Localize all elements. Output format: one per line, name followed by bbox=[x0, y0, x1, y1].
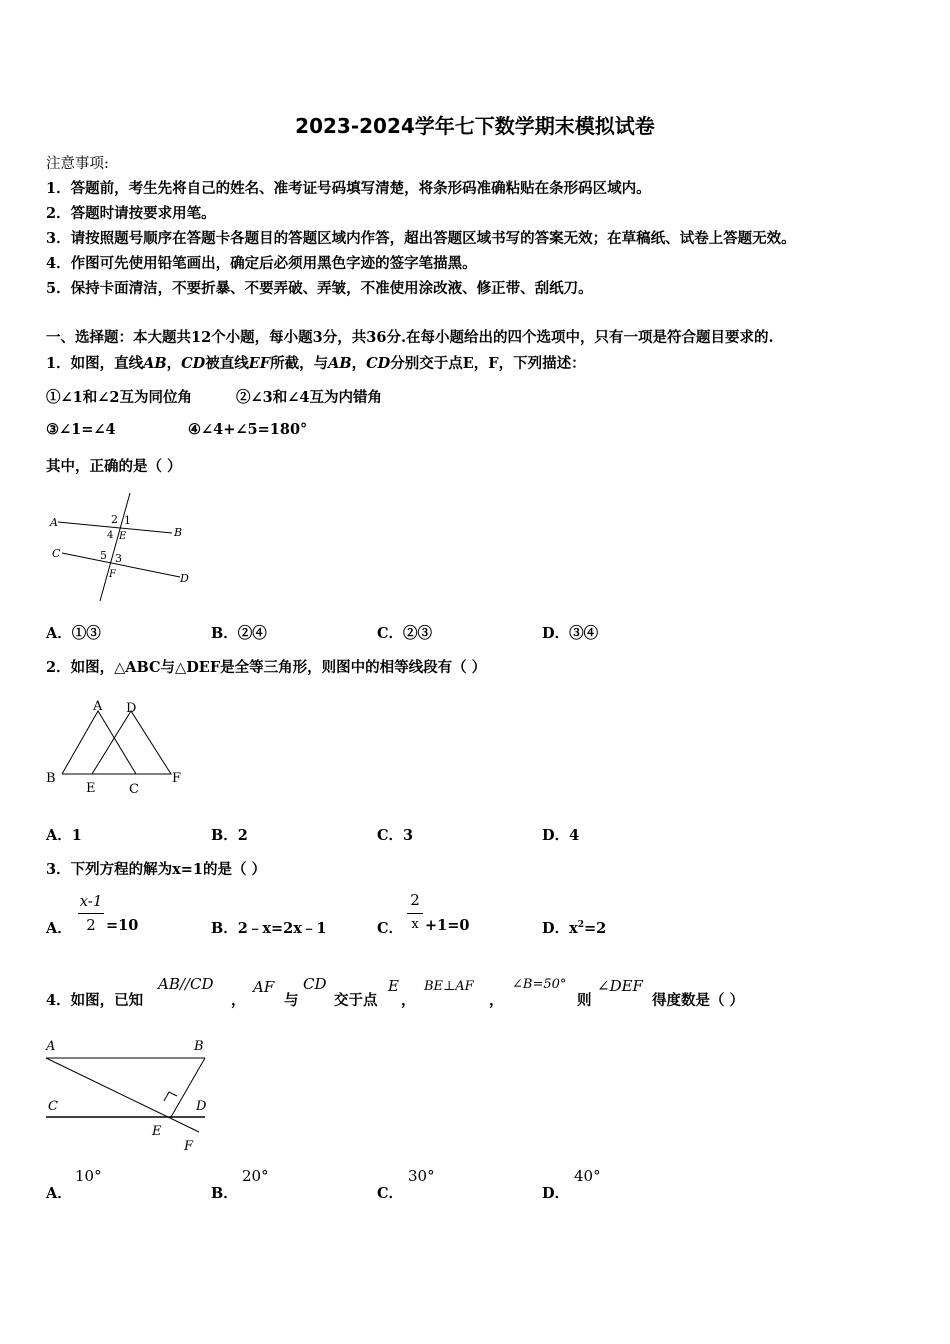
q3-a-fraction-bar bbox=[78, 913, 104, 914]
q3-c-fraction-bar bbox=[407, 913, 423, 914]
q4-option-d-value: 40° bbox=[574, 1167, 601, 1185]
q4-option-a-letter: A． bbox=[46, 1185, 72, 1202]
label-f: F bbox=[172, 771, 182, 786]
q4-math-ab-parallel-cd: AB//CD bbox=[158, 975, 214, 993]
label-f: F bbox=[109, 569, 116, 580]
q2-option-a: A．1 bbox=[46, 827, 82, 844]
notes-heading: 注意事项: bbox=[46, 156, 109, 172]
label-angle-1: 1 bbox=[124, 514, 131, 527]
q2-figure bbox=[40, 696, 190, 800]
note-item-1: 1．答题前，考生先将自己的姓名、准考证号码填写清楚，将条形码准确粘贴在条形码区域内。 bbox=[46, 180, 651, 197]
q1-statement-2: ②∠3和∠4互为内错角 bbox=[236, 389, 382, 406]
q4-figure bbox=[42, 1034, 222, 1158]
question-1-stem: 1．如图，直线AB，CD被直线EF所截，与AB，CD分别交于点E，F，下列描述： bbox=[46, 355, 586, 372]
label-a: A bbox=[93, 699, 103, 714]
q1-option-d: D．③④ bbox=[542, 625, 599, 642]
q1-statement-4: ④∠4+∠5=180° bbox=[188, 421, 308, 438]
question-4-stem-end: 得度数是（ ） bbox=[652, 992, 745, 1009]
label-angle-5: 5 bbox=[100, 549, 107, 562]
note-item-4: 4．作图可先使用铅笔画出，确定后必须用黑色字迹的签字笔描黑。 bbox=[46, 255, 477, 272]
q4-option-a-value: 10° bbox=[75, 1167, 102, 1185]
q3-option-b: B．2﹣x=2x﹣1 bbox=[211, 920, 327, 937]
note-item-2: 2．答题时请按要求用笔。 bbox=[46, 205, 216, 222]
label-c: C bbox=[52, 547, 61, 560]
label-d: D bbox=[196, 1099, 207, 1114]
question-4-stem-start: 4．如图，已知 bbox=[46, 992, 144, 1009]
note-item-3: 3．请按照题号顺序在答题卡各题目的答题区域内作答，超出答题区域书写的答案无效；在草稿纸、试卷上答题无效。 bbox=[46, 230, 796, 247]
question-2-stem: 2．如图，△ABC与△DEF是全等三角形，则图中的相等线段有（ ） bbox=[46, 659, 487, 676]
q2-option-b: B．2 bbox=[211, 827, 248, 844]
q4-comma-2: ， bbox=[401, 992, 416, 1009]
q4-math-angle-b: ∠B=50° bbox=[512, 977, 567, 992]
label-e: E bbox=[152, 1124, 162, 1139]
q3-option-c-prefix: C． bbox=[377, 920, 404, 937]
q3-option-c-suffix: +1=0 bbox=[425, 917, 470, 934]
q4-math-cd: CD bbox=[303, 975, 327, 993]
label-b: B bbox=[174, 526, 183, 539]
q4-option-b-letter: B． bbox=[211, 1185, 238, 1202]
q1-option-c: C．②③ bbox=[377, 625, 433, 642]
section-heading: 一、选择题：本大题共12个小题，每小题3分，共36分.在每小题给出的四个选项中，只有一项是符合题目要求的. bbox=[46, 329, 774, 346]
q4-option-c-letter: C． bbox=[377, 1185, 404, 1202]
q4-math-e: E bbox=[388, 977, 399, 995]
q1-figure bbox=[44, 488, 204, 606]
note-item-5: 5．保持卡面清洁，不要折暴、不要弄破、弄皱，不准使用涂改液、修正带、刮纸刀。 bbox=[46, 280, 593, 297]
q3-c-numerator: 2 bbox=[410, 891, 420, 909]
q4-option-b-value: 20° bbox=[242, 1167, 269, 1185]
label-e: E bbox=[86, 781, 96, 796]
q3-a-numerator: x-1 bbox=[79, 892, 103, 910]
q2-option-c: C．3 bbox=[377, 827, 414, 844]
label-angle-3: 3 bbox=[115, 552, 122, 565]
label-d: D bbox=[126, 701, 137, 716]
q1-option-a: A．①③ bbox=[46, 625, 101, 642]
q4-comma-3: ， bbox=[489, 992, 504, 1009]
label-d: D bbox=[180, 572, 189, 585]
q4-option-c-value: 30° bbox=[408, 1167, 435, 1185]
q4-option-d-letter: D． bbox=[542, 1185, 570, 1202]
q4-word-intersect: 交于点 bbox=[334, 992, 378, 1009]
label-angle-2: 2 bbox=[111, 513, 118, 526]
label-a: A bbox=[50, 516, 58, 529]
q1-option-b: B．②④ bbox=[211, 625, 267, 642]
q3-a-denominator: 2 bbox=[86, 916, 96, 934]
q4-math-af: AF bbox=[253, 978, 275, 996]
label-b: B bbox=[194, 1039, 204, 1054]
label-f: F bbox=[184, 1139, 194, 1154]
label-a: A bbox=[46, 1039, 56, 1054]
q1-statement-3: ③∠1=∠4 bbox=[46, 421, 116, 438]
q3-option-d: D．$x^2=2$ bbox=[542, 920, 607, 937]
q1-statement-1: ①∠1和∠2互为同位角 bbox=[46, 389, 192, 406]
label-c: C bbox=[129, 782, 139, 797]
q3-option-a-prefix: A． bbox=[46, 920, 72, 937]
label-b: B bbox=[46, 771, 56, 786]
page-title: 2023-2024学年七下数学期末模拟试卷 bbox=[295, 114, 655, 138]
q4-comma-1: ， bbox=[231, 992, 246, 1009]
label-c: C bbox=[48, 1099, 58, 1114]
q1-ask: 其中，正确的是（ ） bbox=[46, 458, 182, 475]
q4-math-be-perp-af: BE⊥AF bbox=[424, 979, 474, 994]
question-3-stem: 3．下列方程的解为x=1的是（ ） bbox=[46, 861, 267, 878]
line-ef bbox=[100, 493, 130, 601]
label-e: E bbox=[119, 531, 127, 542]
q4-word-yu: 与 bbox=[284, 992, 299, 1009]
right-angle-mark bbox=[164, 1092, 177, 1101]
label-angle-4: 4 bbox=[107, 530, 114, 541]
q4-word-then: 则 bbox=[577, 992, 592, 1009]
q3-option-a-suffix: =10 bbox=[106, 917, 139, 934]
q4-math-angle-def: ∠DEF bbox=[597, 977, 643, 995]
q3-c-denominator: x bbox=[411, 917, 419, 932]
q2-option-d: D．4 bbox=[542, 827, 580, 844]
